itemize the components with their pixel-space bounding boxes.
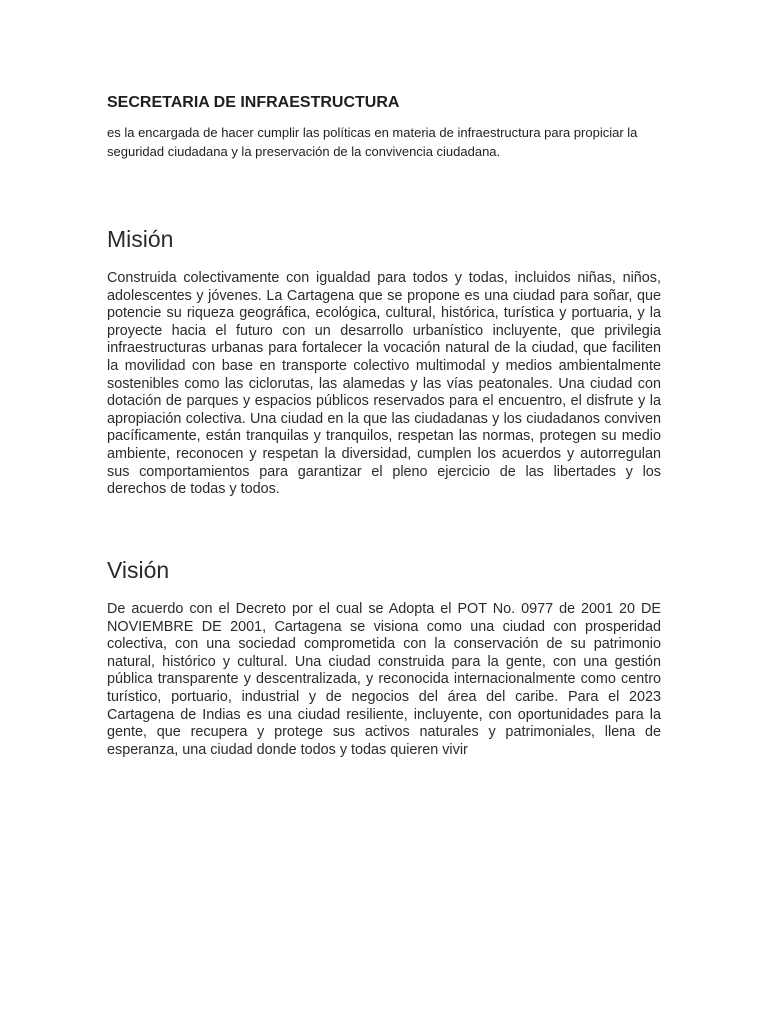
- mision-paragraph: Construida colectivamente con igualdad para todos y todas, incluidos niñas, niños, adolescentes y jóvenes. La Cartagena que se propone es una ciudad para soñar, que potencie su riqueza geográfica, ecológica, cultural, histórica, turística y portuaria, y la proyecte hacia el futuro con un desarrollo urbanístico incluyente, que privilegia infraestructuras urbanas para fortalecer la vocación natural de la ciudad, que faciliten la movilidad con base en transporte colectivo multimodal y medios ambientalmente sostenibles como las ciclorutas, las alamedas y las vías peatonales. Una ciudad con dotación de parques y espacios públicos reservados para el encuentro, el disfrute y la apropiación colectiva. Una ciudad en la que las ciudadanas y los ciudadanos conviven pacíficamente, están tranquilas y tranquilos, respetan las normas, protegen su medio ambiente, reconocen y respetan la diversidad, cumplen los acuerdos y autorregulan sus comportamientos para garantizar el pleno ejercicio de las libertades y los derechos de todas y todos.: [107, 270, 661, 498]
- vision-paragraph: De acuerdo con el Decreto por el cual se Adopta el POT No. 0977 de 2001 20 DE NOVIEMBRE DE 2001, Cartagena se visiona como una ciudad con prosperidad colectiva, con una sociedad comprometida con la conservación de su patrimonio natural, histórico y cultural. Una ciudad construida para la gente, con una gestión pública transparente y descentralizada, y reconocida internacionalmente como centro turístico, portuario, industrial y de negocios del área del caribe. Para el 2023 Cartagena de Indias es una ciudad resiliente, incluyente, con oportunidades para la gente, que recupera y protege sus activos naturales y patrimoniales, llena de esperanza, una ciudad donde todos y todas quieren vivir: [107, 601, 661, 758]
- mision-heading: Misión: [107, 226, 174, 252]
- vision-heading: Visión: [107, 557, 170, 583]
- intro-paragraph: es la encargada de hacer cumplir las políticas en materia de infraestructura para propiciar la seguridad ciudadana y la preservación de la convivencia ciudadana.: [107, 125, 638, 159]
- document-title: SECRETARIA DE INFRAESTRUCTURA: [107, 94, 400, 111]
